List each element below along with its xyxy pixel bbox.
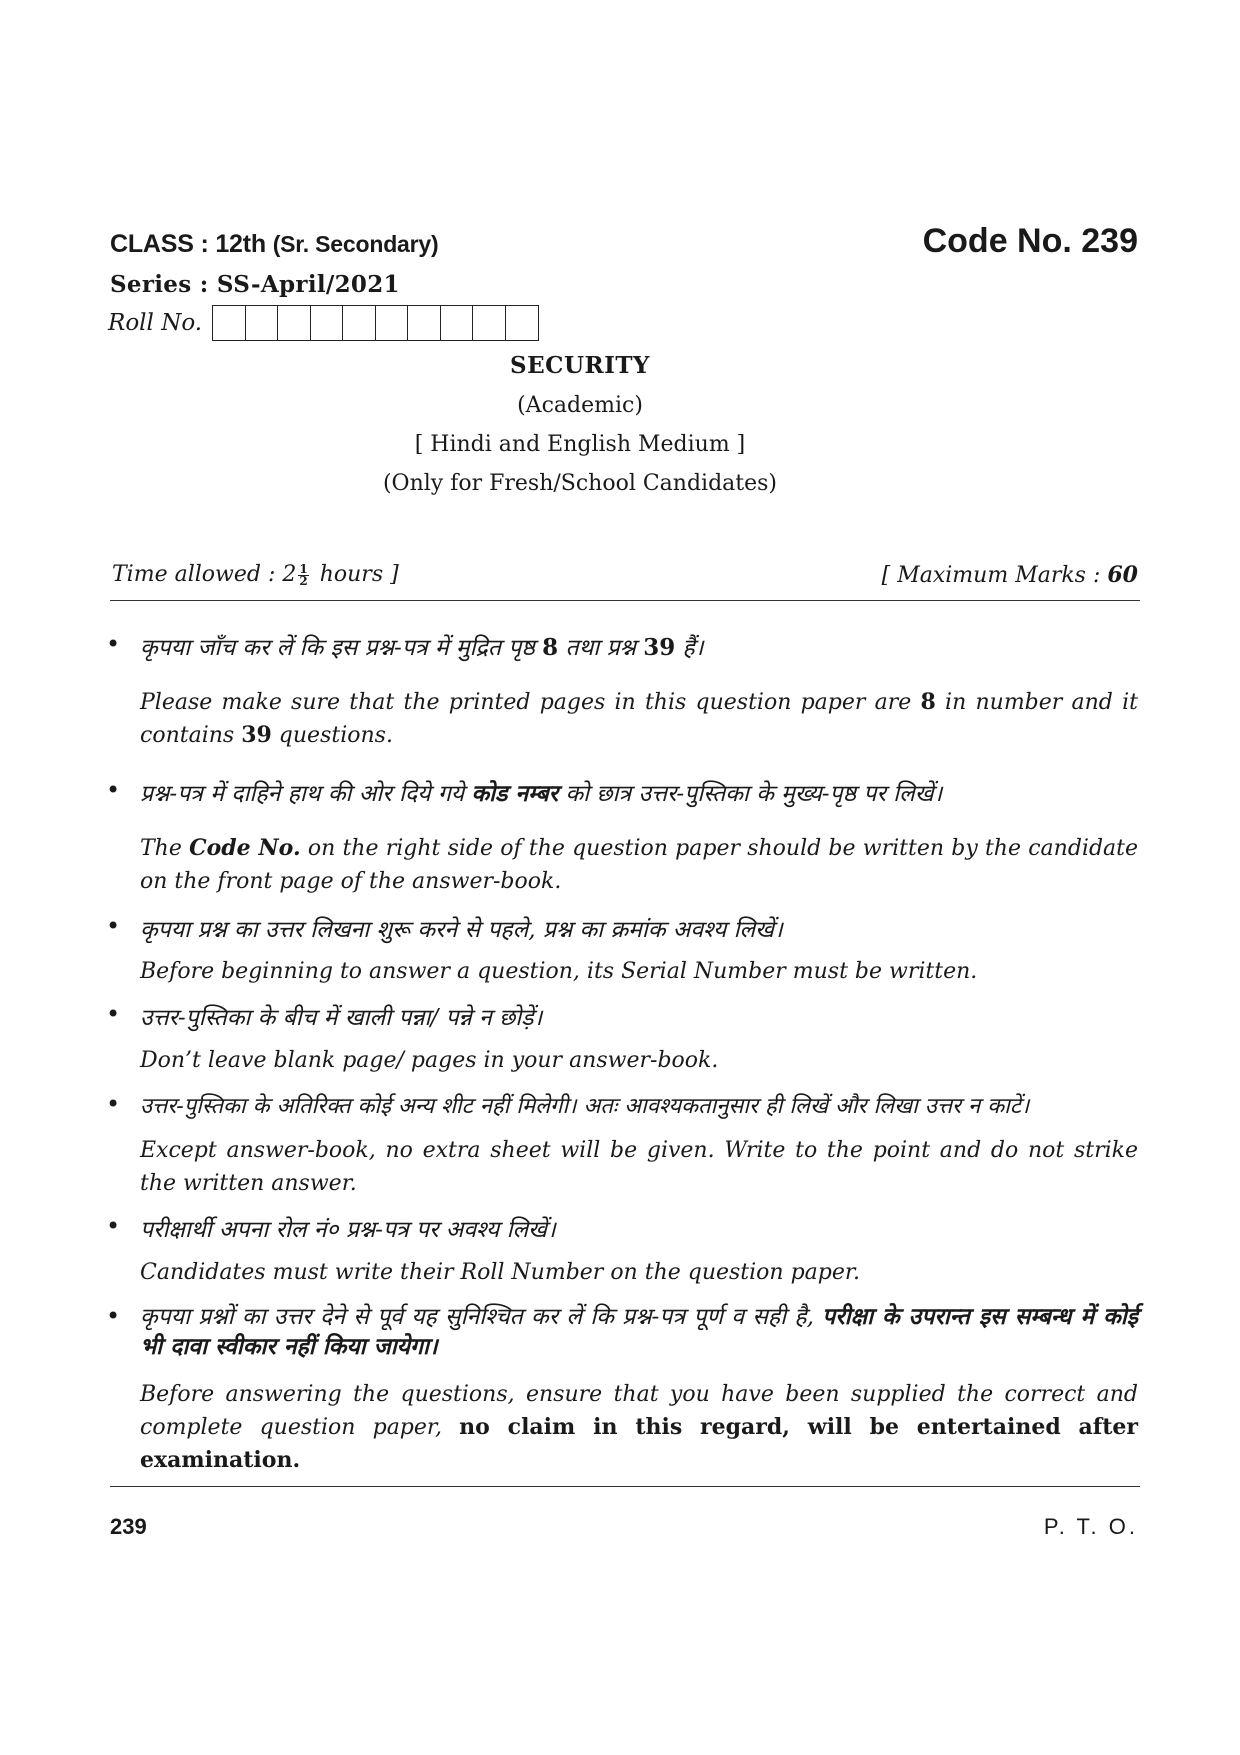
- roll-number-box: [506, 306, 539, 340]
- text: को छात्र उत्तर-पुस्तिका के मुख्य-पृष्ठ पर लिखें।: [558, 781, 943, 807]
- maximum-marks: [882, 562, 1138, 588]
- medium-label: [ Hindi and English Medium ]: [414, 432, 746, 457]
- roll-number-row: [108, 305, 539, 341]
- instruction-7-english: [140, 1378, 1138, 1477]
- time-prefix: Time allowed : 2: [112, 562, 297, 587]
- instruction-1-hindi: [140, 630, 1138, 662]
- code-number-hindi: कोड नम्बर: [471, 780, 559, 807]
- page-count: 8: [920, 689, 936, 715]
- question-count: 39: [241, 722, 272, 748]
- time-suffix: hours ]: [319, 562, 399, 587]
- instruction-5-hindi: उत्तर-पुस्तिका के अतिरिक्त कोई अन्य शीट नहीं मिलेगी। अतः आवश्यकतानुसार ही लिखें और लिखा उत्तर न काटें।: [140, 1094, 1030, 1119]
- roll-number-box: [473, 306, 506, 340]
- bullet-6: •: [106, 1212, 121, 1240]
- time-fraction: [298, 561, 308, 588]
- roll-number-box: [441, 306, 474, 340]
- fraction-numerator: 1: [299, 561, 308, 576]
- instruction-4-english: Don’t leave blank page/ pages in your answer-book.: [140, 1048, 719, 1073]
- bullet-1: •: [106, 630, 121, 658]
- instruction-5-english: Except answer-book, no extra sheet will be given. Write to the point and do not strike the written answer.: [140, 1138, 1138, 1196]
- marks-value: 60: [1107, 562, 1138, 588]
- roll-number-box: [376, 306, 409, 340]
- class-label: CLASS : 12th: [110, 230, 266, 258]
- text: questions.: [271, 723, 393, 748]
- text: Please make sure that the printed pages in this question paper are: [140, 690, 921, 715]
- text: प्रश्न-पत्र में दाहिने हाथ की ओर दिये गये: [140, 781, 472, 807]
- roll-number-box: [213, 306, 246, 340]
- roll-number-box: [246, 306, 279, 340]
- claim-warning-english: no claim in this regard, will be entertained after examination.: [140, 1414, 1138, 1473]
- roll-number-box: [408, 306, 441, 340]
- instruction-3-hindi: कृपया प्रश्न का उत्तर लिखना शुरू करने से पहले, प्रश्न का क्रमांक अवश्य लिखें।: [140, 917, 783, 943]
- code-number: Code No. 239: [922, 222, 1138, 260]
- instruction-6-hindi: परीक्षार्थी अपना रोल नं० प्रश्न-पत्र पर अवश्य लिखें।: [140, 1217, 556, 1243]
- candidates-label: (Only for Fresh/School Candidates): [382, 471, 778, 496]
- roll-number-box: [343, 306, 376, 340]
- roll-number-box: [278, 306, 311, 340]
- bullet-3: •: [106, 912, 121, 940]
- title-block: [0, 352, 1160, 496]
- bullet-7: •: [106, 1302, 121, 1330]
- class-line: [110, 230, 438, 259]
- top-divider: [110, 600, 1140, 601]
- text: in number and it contains: [140, 690, 1138, 748]
- roll-label: Roll No.: [108, 310, 203, 336]
- series-line: Series : SS-April/2021: [110, 271, 400, 298]
- footer-pto: P. T. O.: [1043, 1514, 1138, 1539]
- marks-prefix: [ Maximum Marks :: [881, 563, 1101, 588]
- instruction-7-hindi: [140, 1302, 1138, 1362]
- page-count: 8: [542, 634, 559, 661]
- instruction-3-english: Before beginning to answer a question, its Serial Number must be written.: [140, 959, 978, 984]
- bottom-divider: [110, 1486, 1140, 1487]
- roll-number-box: [311, 306, 344, 340]
- bullet-4: •: [106, 1000, 121, 1028]
- bullet-2: •: [106, 776, 121, 804]
- text: कृपया जाँच कर लें कि इस प्रश्न-पत्र में मुद्रित पृष्ठ: [140, 635, 543, 661]
- subject-title: SECURITY: [510, 352, 650, 379]
- instruction-2-hindi: [140, 776, 1138, 808]
- instruction-4-hindi: उत्तर-पुस्तिका के बीच में खाली पन्ना/ पन्ने न छोड़ें।: [140, 1005, 543, 1031]
- bullet-5: •: [106, 1090, 121, 1118]
- footer-page-code: 239: [110, 1514, 147, 1539]
- question-count: 39: [643, 634, 676, 661]
- text: तथा प्रश्न: [558, 635, 644, 661]
- stream-label: (Academic): [517, 393, 643, 418]
- instruction-6-english: Candidates must write their Roll Number on the question paper.: [140, 1260, 860, 1285]
- instruction-1-english: [140, 686, 1138, 752]
- claim-warning-hindi: परीक्षा के उपरान्त इस सम्बन्ध में कोई भी दावा स्वीकार नहीं किया जायेगा।: [140, 1303, 1138, 1360]
- header-left: [110, 230, 438, 298]
- instruction-2-english: [140, 832, 1138, 898]
- text: The: [140, 836, 190, 861]
- text: on the right side of the question paper should be written by the candidate on the front page of the answer-book.: [140, 836, 1139, 894]
- text: हैं।: [675, 635, 704, 661]
- time-allowed: [112, 562, 399, 588]
- fraction-denominator: 2: [299, 573, 308, 588]
- time-marks-row: [112, 562, 1138, 588]
- class-sub: (Sr. Secondary): [272, 231, 439, 257]
- code-no-bold: Code No.: [189, 835, 301, 861]
- roll-number-boxes: [212, 305, 539, 341]
- text: कृपया प्रश्नों का उत्तर देने से पूर्व यह सुनिश्चित कर लें कि प्रश्न-पत्र पूर्ण व सही है,: [140, 1304, 823, 1330]
- text: Before answering the questions, ensure that you have been supplied the correct and complete question paper,: [140, 1382, 1138, 1440]
